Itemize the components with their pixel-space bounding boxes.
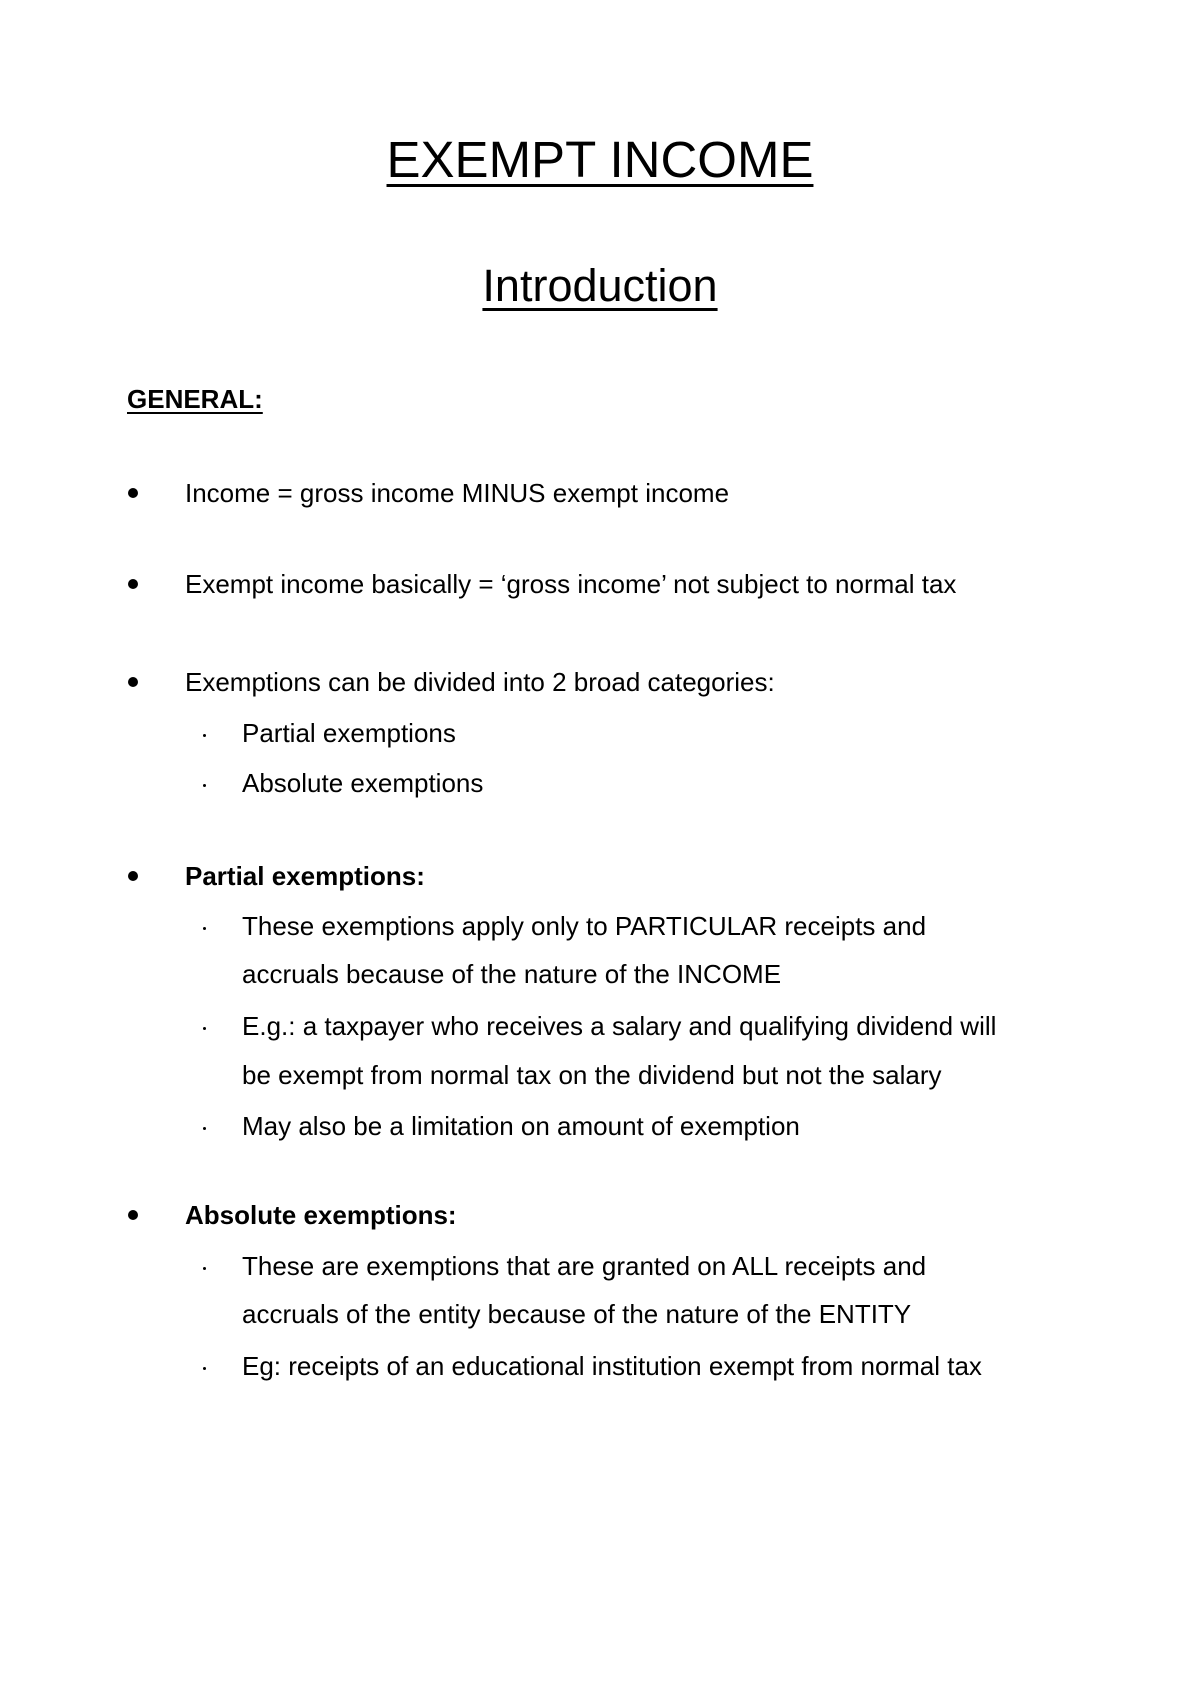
- sub-bullet-text: Partial exemptions: [242, 718, 456, 748]
- document-title: EXEMPT INCOME: [386, 131, 814, 188]
- sub-bullet-text: Absolute exemptions: [242, 768, 484, 798]
- sub-bullet-dot: [203, 1367, 206, 1370]
- sub-bullet-dot: [203, 927, 206, 930]
- sub-bullet-text: May also be a limitation on amount of exemption: [242, 1111, 800, 1141]
- sub-bullet-text-cont: be exempt from normal tax on the dividend but not the salary: [242, 1060, 942, 1090]
- bullet-dot: [128, 488, 138, 498]
- sub-bullet-dot: [203, 1127, 206, 1130]
- bullet-dot: [128, 677, 138, 687]
- bullet-heading: Partial exemptions:: [185, 861, 425, 891]
- bullet-dot: [128, 1210, 138, 1220]
- sub-bullet-dot: [203, 784, 206, 787]
- sub-bullet-text: These are exemptions that are granted on ALL receipts and: [242, 1251, 927, 1281]
- sub-bullet-dot: [203, 1267, 206, 1270]
- bullet-text: Exemptions can be divided into 2 broad categories:: [185, 667, 775, 697]
- sub-bullet-text-cont: accruals of the entity because of the nature of the ENTITY: [242, 1299, 912, 1329]
- sub-bullet-text: These exemptions apply only to PARTICULAR receipts and: [242, 911, 927, 941]
- document-subtitle: Introduction: [482, 260, 718, 311]
- bullet-text: Income = gross income MINUS exempt income: [185, 478, 730, 508]
- bullet-text: Exempt income basically = ‘gross income’ not subject to normal tax: [185, 569, 957, 599]
- sub-bullet-text: E.g.: a taxpayer who receives a salary and qualifying dividend will: [242, 1011, 997, 1041]
- sub-bullet-text: Eg: receipts of an educational institution exempt from normal tax: [242, 1351, 982, 1381]
- sub-bullet-dot: [203, 734, 206, 737]
- bullet-dot: [128, 579, 138, 589]
- section-heading-general: GENERAL:: [127, 384, 263, 414]
- bullet-dot: [128, 871, 138, 881]
- bullet-heading: Absolute exemptions:: [185, 1200, 457, 1230]
- sub-bullet-text-cont: accruals because of the nature of the INCOME: [242, 959, 782, 989]
- sub-bullet-dot: [203, 1027, 206, 1030]
